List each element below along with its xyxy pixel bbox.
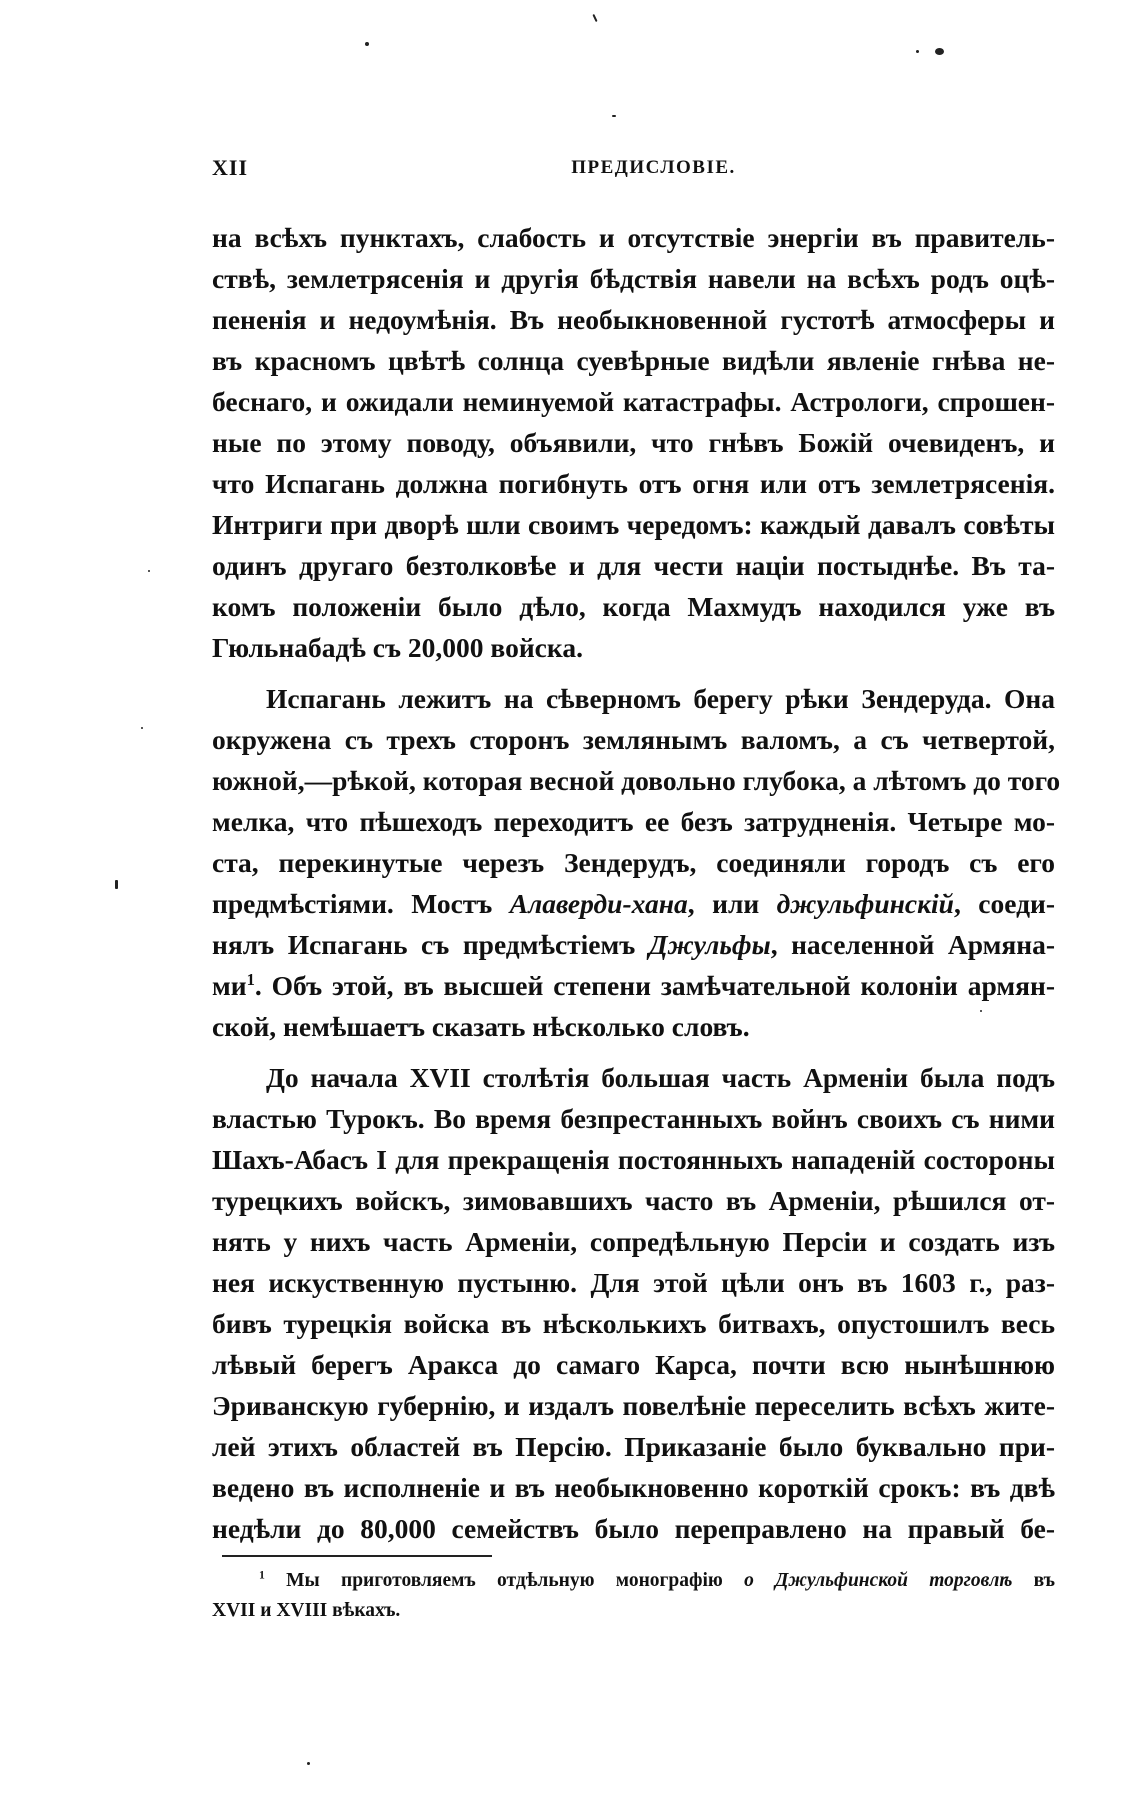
text-line: турецкихъ войскъ, зимовавшихъ часто въ Арменіи, рѣшился от-	[212, 1185, 1055, 1216]
text-line: бивъ турецкія войска въ нѣсколькихъ битвахъ, опустошилъ весь	[212, 1308, 1055, 1339]
italic-name: Джульфы	[648, 929, 771, 960]
page-header	[212, 155, 1055, 185]
text-run: ми	[212, 970, 247, 1001]
footnote	[212, 1566, 1055, 1626]
text-line: на всѣхъ пунктахъ, слабость и отсутствіе энергіи въ правитель-	[212, 222, 1055, 253]
text-line: одинъ другаго безтолковѣе и для чести націи постыднѣе. Въ та-	[212, 550, 1055, 581]
text-run: Мы приготовляемъ отдѣльную монографію	[264, 1570, 745, 1591]
text-line: ствѣ, землетрясенія и другія бѣдствія навели на всѣхъ родъ оцѣ-	[212, 263, 1055, 294]
scan-speck	[365, 42, 369, 46]
italic-name: джульфинскій	[776, 888, 954, 919]
text-run: нялъ Испагань съ предмѣстіемъ	[212, 929, 649, 960]
body-text	[212, 217, 1061, 1549]
text-line: ской, немѣшаетъ сказать нѣсколько словъ.	[212, 1011, 750, 1042]
text-line: лей этихъ областей въ Персію. Приказаніе было буквально при-	[212, 1431, 1055, 1462]
text-run: , населенной Армяна-	[770, 929, 1055, 960]
text-run: въ	[1012, 1570, 1055, 1591]
text-line: пененія и недоумѣнія. Въ необыкновенной густотѣ атмосферы и	[212, 304, 1055, 335]
text-line: южной,—рѣкой, которая весной довольно глубока, а лѣтомъ до того	[212, 765, 1061, 796]
text-line	[212, 924, 1055, 965]
text-line: Интриги при дворѣ шли своимъ чередомъ: каждый давалъ совѣты	[212, 509, 1055, 540]
text-run: , или	[687, 888, 777, 919]
paragraph-1	[212, 217, 1055, 668]
footnote-marker: 1	[259, 1568, 265, 1582]
text-line	[212, 965, 1055, 1006]
text-line: мелка, что пѣшеходъ переходитъ ее безъ затрудненія. Четыре мо-	[212, 806, 1055, 837]
text-line: ные по этому поводу, объявили, что гнѣвъ Божій очевиденъ, и	[212, 427, 1055, 458]
text-line: Шахъ-Абасъ I для прекращенія постоянныхъ нападеній состороны	[212, 1144, 1055, 1175]
text-line: что Испагань должна погибнуть отъ огня или отъ землетрясенія.	[212, 468, 1055, 499]
footnote-line: XVII и XVIII вѣкахъ.	[212, 1600, 401, 1621]
text-line	[212, 883, 1055, 924]
scan-speck	[612, 115, 616, 117]
text-line: ста, перекинутые черезъ Зендерудъ, соединяли городъ съ его	[212, 847, 1055, 878]
text-run: предмѣстіями. Мостъ	[212, 888, 510, 919]
paragraph-2	[212, 678, 1061, 1047]
scan-speck	[148, 570, 150, 572]
scan-speck	[916, 50, 919, 53]
footnote-line	[212, 1566, 1055, 1596]
text-line: До начала XVII столѣтія большая часть Арменіи была подъ	[266, 1062, 1055, 1093]
scan-speck	[592, 14, 597, 22]
text-line: комъ положеніи было дѣло, когда Махмудъ находился уже въ	[212, 591, 1055, 622]
text-line: окружена съ трехъ сторонъ землянымъ валомъ, а съ четвертой,	[212, 724, 1055, 755]
footnote-divider	[222, 1555, 492, 1557]
text-line: ведено въ исполненіе и въ необыкновенно короткій срокъ: въ двѣ	[212, 1472, 1055, 1503]
scan-speck	[141, 727, 143, 729]
text-line: недѣли до 80,000 семействъ было переправлено на правый бе-	[212, 1513, 1055, 1544]
text-line: нея искуственную пустыню. Для этой цѣли онъ въ 1603 г., раз-	[212, 1267, 1055, 1298]
footnote-ref[interactable]: 1	[246, 969, 255, 989]
text-line: нять у нихъ часть Арменіи, сопредѣльную Персіи и создать изъ	[212, 1226, 1055, 1257]
text-line: беснаго, и ожидали неминуемой катастрафы. Астрологи, спрошен-	[212, 386, 1055, 417]
italic-name: Алаверди-хана	[509, 888, 688, 919]
italic-title: о Джульфинской торговлѣ	[744, 1570, 1013, 1591]
running-title: ПРЕДИСЛОВІЕ.	[571, 157, 736, 178]
scan-speck	[115, 880, 118, 889]
scan-speck	[307, 1762, 310, 1765]
text-line: властью Турокъ. Во время безпрестанныхъ войнъ своихъ съ ними	[212, 1103, 1055, 1134]
text-run: . Объ этой, въ высшей степени замѣчательной колоніи армян-	[254, 970, 1055, 1001]
paragraph-3	[212, 1057, 1055, 1549]
text-line: Эриванскую губернію, и издалъ повелѣніе переселить всѣхъ жите-	[212, 1390, 1055, 1421]
text-line: Испагань лежитъ на сѣверномъ берегу рѣки Зендеруда. Она	[266, 683, 1055, 714]
text-line: въ красномъ цвѣтѣ солнца суевѣрные видѣли явленіе гнѣва не-	[212, 345, 1055, 376]
text-run: , соеди-	[953, 888, 1055, 919]
page-number: XII	[212, 155, 249, 180]
text-line: лѣвый берегъ Аракса до самаго Карса, почти всю нынѣшнюю	[212, 1349, 1055, 1380]
text-line: Гюльнабадѣ съ 20,000 войска.	[212, 632, 583, 663]
scan-speck	[935, 48, 944, 55]
